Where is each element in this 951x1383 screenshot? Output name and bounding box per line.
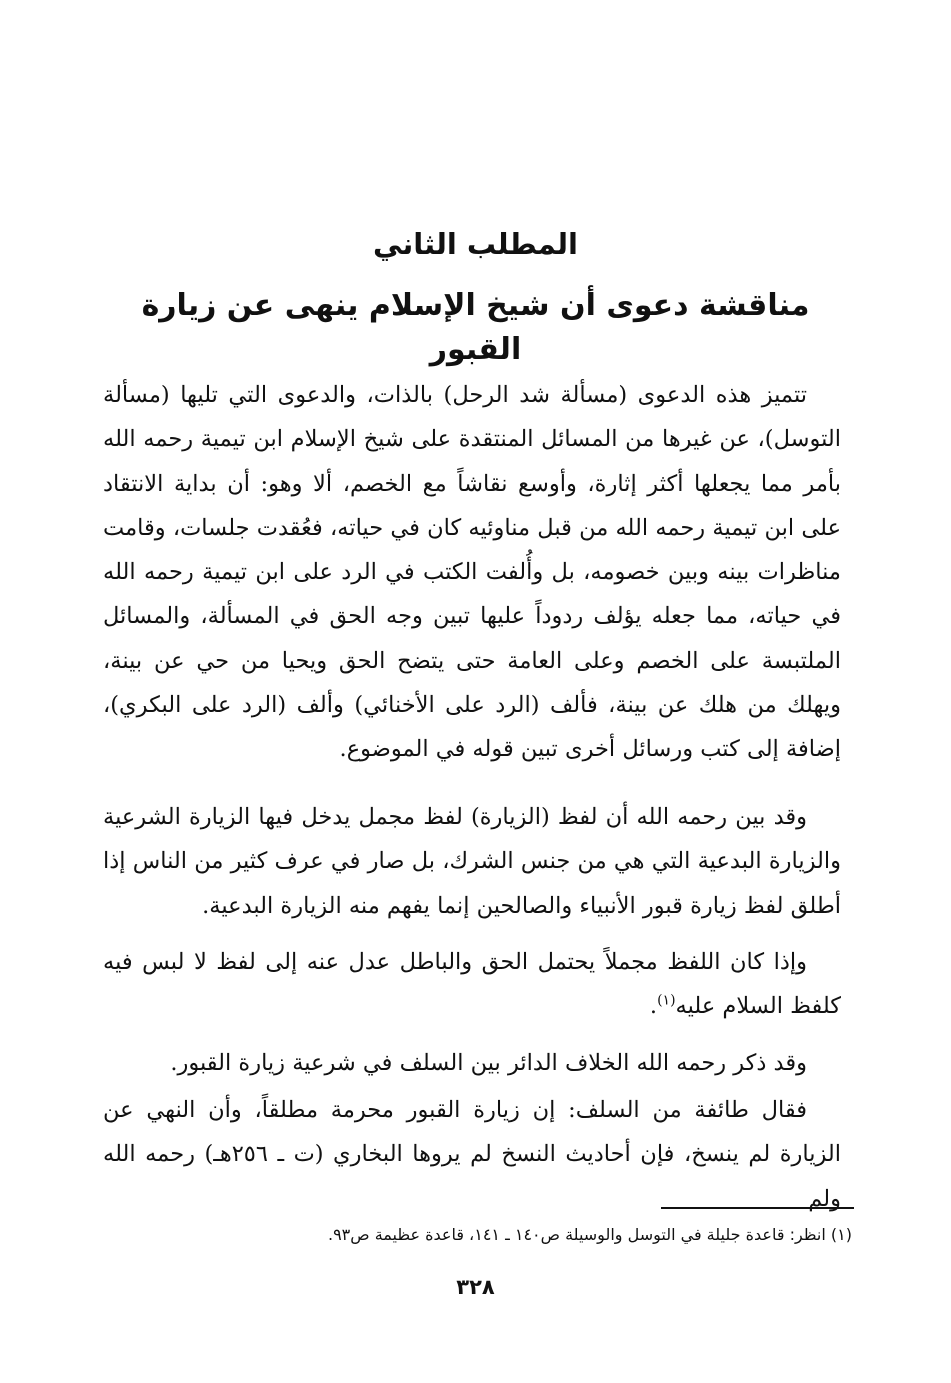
page-number: ٣٢٨	[456, 1275, 495, 1299]
paragraph-text: وقد ذكر رحمه الله الخلاف الدائر بين السلف في شرعية زيارة القبور.	[170, 1050, 807, 1076]
paragraph-3	[103, 940, 841, 1029]
paragraph-text: فقال طائفة من السلف: إن زيارة القبور محرمة مطلقاً، وأن النهي عن الزيارة لم ينسخ، فإن أحاديث النسخ لم يروها البخاري (ت ـ ٢٥٦هـ) رحمه الله ولم	[103, 1097, 841, 1212]
footnote: (١) انظر: قاعدة جليلة في التوسل والوسيلة ص١٤٠ ـ ١٤١، قاعدة عظيمة ص٩٣.	[327, 1225, 852, 1244]
paragraph-end-mark: .	[649, 993, 658, 1020]
page-title: مناقشة دعوى أن شيخ الإسلام ينهى عن زيارة القبور	[141, 288, 810, 367]
footnote-reference[interactable]: (١)	[657, 992, 676, 1009]
section-heading: المطلب الثاني	[373, 227, 578, 261]
paragraph-text: وقد بين رحمه الله أن لفظ (الزيارة) لفظ مجمل يدخل فيها الزيارة الشرعية والزيارة البدعية التي هي من جنس الشرك، بل صار في عرف كثير من الناس إذا أطلق لفظ زيارة قبور الأنبياء والصالحين إنما يفهم منه الزيارة البدعية.	[103, 804, 841, 919]
paragraph-4	[103, 1041, 841, 1085]
paragraph-2	[103, 795, 841, 928]
paragraph-text-container	[103, 940, 841, 1029]
paragraph-1	[103, 373, 841, 772]
paragraph-text: تتميز هذه الدعوى (مسألة شد الرحل) بالذات، والدعوى التي تليها (مسألة التوسل)، عن غيرها من المسائل المنتقدة على شيخ الإسلام ابن تيمية رحمه الله بأمر مما يجعلها أكثر إثارة، وأوسع نقاشاً مع الخصم، ألا وهو: أن بداية الانتقاد على ابن تيمية رحمه الله من قبل مناوئيه كان في حياته، فعُقدت جلسات، وقامت مناظرات بينه وبين خصومه، بل وأُلفت الكتب في الرد على ابن تيمية رحمه الله في حياته، مما جعله يؤلف ردوداً عليها تبين وجه الحق في المسألة، والمسائل الملتبسة على الخصم وعلى العامة حتى يتضح الحق ويحيا من حي عن بينة، ويهلك من هلك عن بينة، فألف (الرد على الأخنائي) وألف (الرد على البكري)، إضافة إلى كتب ورسائل أخرى تبين قوله في الموضوع.	[103, 382, 841, 763]
footnote-divider	[661, 1207, 854, 1209]
paragraph-5	[103, 1088, 841, 1221]
paragraph-text: وإذا كان اللفظ مجملاً يحتمل الحق والباطل عدل عنه إلى لفظ لا لبس فيه كلفظ السلام عليه	[103, 949, 841, 1020]
